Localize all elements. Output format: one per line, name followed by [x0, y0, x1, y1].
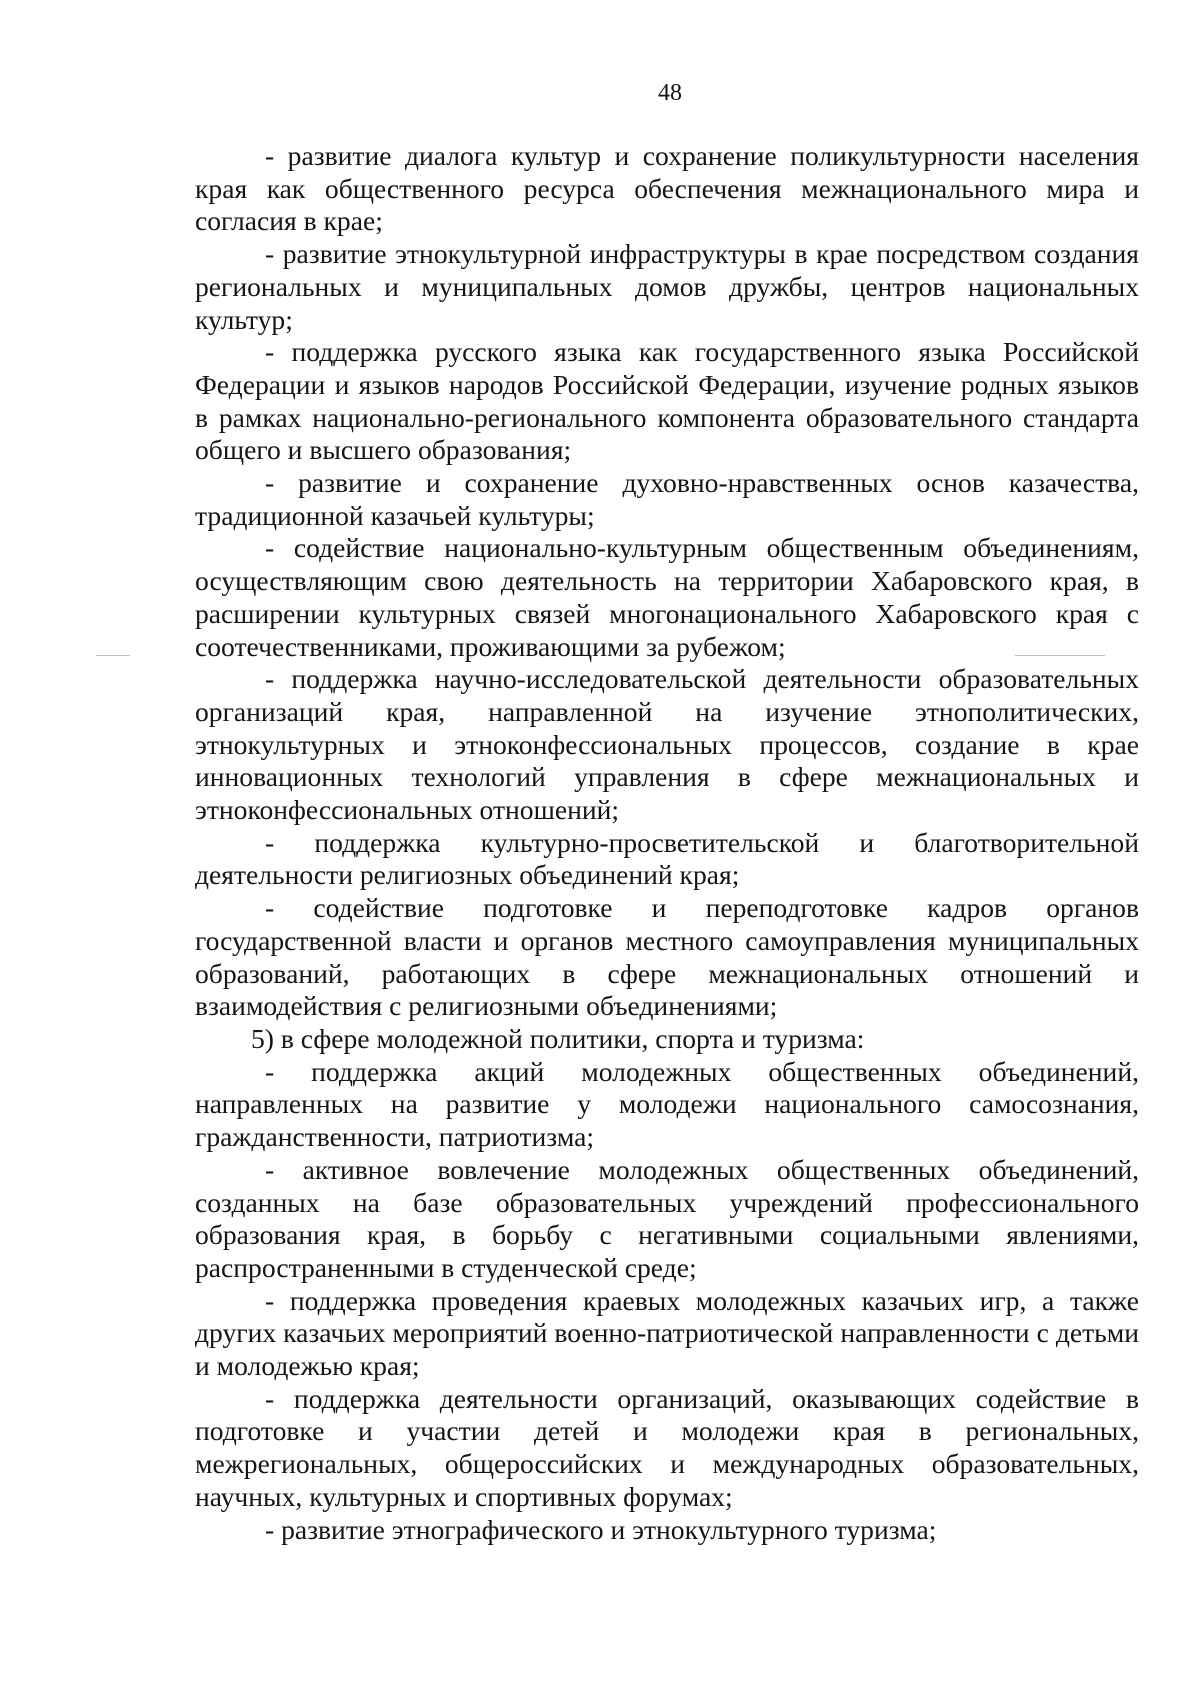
paragraph-national-cultural-associations: - содействие национально-культурным общественным объединениям, осуществляющим свою деятельность на территории Хабаровского края, в расширении культурных связей многонационального Хабаровского края с соотечественниками, проживающими за рубежом; [195, 532, 1139, 662]
paragraph-ethnocultural-infrastructure: - развитие этнокультурной инфраструктуры в крае посредством создания региональных и муниципальных домов дружбы, центров национальных культур; [195, 238, 1139, 335]
paragraph-youth-actions: - поддержка акций молодежных общественных объединений, направленных на развитие у молодежи национального самосознания, гражданственности, патриотизма; [195, 1055, 1139, 1153]
paragraph-cossack-foundations: - развитие и сохранение духовно-нравственных основ казачества, традиционной казачьей культуры; [195, 467, 1139, 531]
paragraph-youth-forums: - поддержка деятельности организаций, оказывающих содействие в подготовке и участии детей и молодежи края в региональных, межрегиональных, общероссийских и международных образовательных, научных, культурных и спортивных форумах; [195, 1382, 1139, 1512]
paragraph-ethnographic-tourism: - развитие этнографического и этнокультурного туризма; [265, 1513, 937, 1545]
page-number: 48 [658, 80, 682, 106]
paragraph-religious-associations: - поддержка культурно-просветительской и благотворительной деятельности религиозных объединений края; [195, 826, 1139, 891]
paragraph-cossack-games: - поддержка проведения краевых молодежных казачьих игр, а также других казачьих мероприятий военно-патриотической направленности с детьми и молодежью края; [195, 1284, 1139, 1382]
paragraph-student-involvement: - активное вовлечение молодежных общественных объединений, созданных на базе образовательных учреждений профессионального образования края, в борьбу с негативными социальными явлениями, распространенными в студенческой среде; [195, 1153, 1139, 1283]
paragraph-russian-language-support: - поддержка русского языка как государственного языка Российской Федерации и языков народов Российской Федерации, изучение родных языков в рамках национально-регионального компонента образовательного стандарта общего и высшего образования; [195, 336, 1139, 466]
paragraph-research-support: - поддержка научно-исследовательской деятельности образовательных организаций края, направленной на изучение этнополитических, этнокультурных и этноконфессиональных процессов, создание в крае инновационных технологий управления в сфере межнациональных и этноконфессиональных отношений; [195, 663, 1139, 826]
paragraph-staff-training: - содействие подготовке и переподготовке кадров органов государственной власти и органов местного самоуправления муниципальных образований, работающих в сфере межнациональных отношений и взаимодействия с религиозными объединениями; [195, 892, 1139, 1022]
paragraph-dialogue-of-cultures: - развитие диалога культур и сохранение поликультурности населения края как общественного ресурса обеспечения межнационального мира и согласия в крае; [195, 140, 1139, 237]
document-body [195, 140, 1139, 1546]
section-heading-youth-policy: 5) в сфере молодежной политики, спорта и туризма: [251, 1022, 865, 1054]
scan-artifact-left [96, 655, 130, 656]
